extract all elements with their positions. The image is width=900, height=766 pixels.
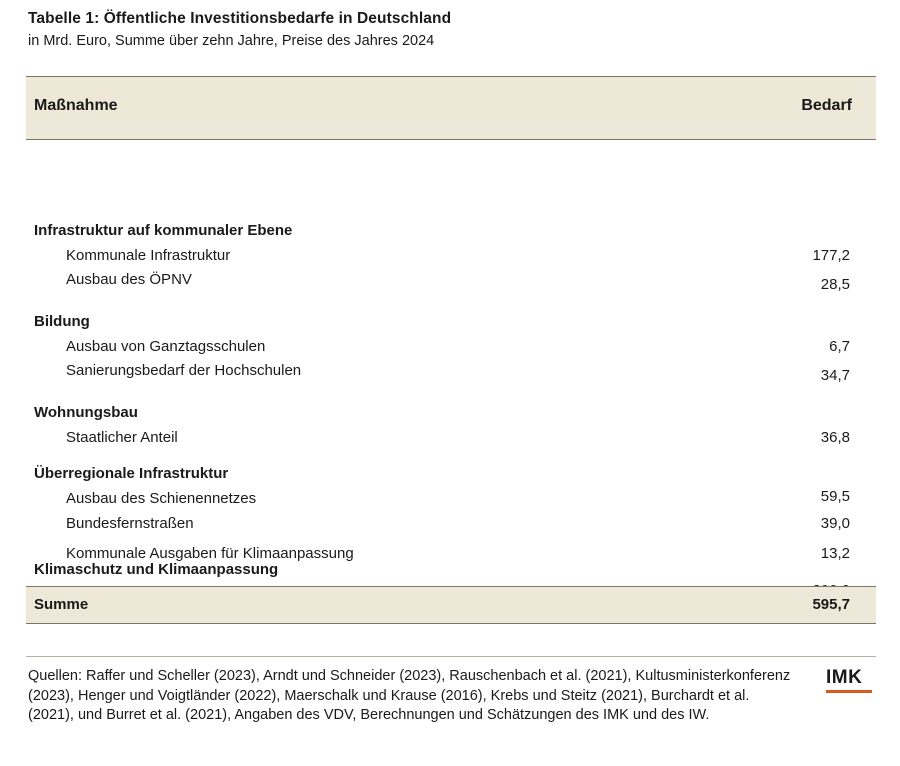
total-row xyxy=(26,586,876,624)
total-label: Summe xyxy=(34,596,89,613)
logo-text: IMK xyxy=(826,667,863,688)
item-label: Kommunale Infrastruktur xyxy=(66,247,231,264)
table-subtitle: in Mrd. Euro, Summe über zehn Jahre, Preise des Jahres 2024 xyxy=(28,33,435,49)
group-title: Wohnungsbau xyxy=(34,404,138,421)
item-label: Ausbau des Schienennetzes xyxy=(66,490,257,507)
item-value: 39,0 xyxy=(820,515,850,532)
group-title: Infrastruktur auf kommunaler Ebene xyxy=(34,222,293,239)
item-value: 34,7 xyxy=(820,367,850,384)
item-label: Kommunale Ausgaben für Klimaanpassung xyxy=(66,545,354,562)
table-body xyxy=(26,140,876,593)
item-value: 6,7 xyxy=(829,338,850,355)
logo-accent-bar xyxy=(826,690,872,693)
item-value: 36,8 xyxy=(820,429,850,446)
header-measure: Maßnahme xyxy=(34,97,118,114)
item-value: 13,2 xyxy=(820,545,850,562)
imk-logo xyxy=(826,667,874,697)
investment-table xyxy=(26,76,876,593)
footer-divider xyxy=(26,656,876,657)
item-value: 28,5 xyxy=(820,276,850,293)
group-title: Überregionale Infrastruktur xyxy=(34,465,229,482)
group-title: Bildung xyxy=(34,313,90,330)
total-value: 595,7 xyxy=(812,596,850,613)
item-label: Ausbau des ÖPNV xyxy=(66,271,192,288)
table-header xyxy=(26,76,876,140)
table-title: Tabelle 1: Öffentliche Investitionsbedarfe in Deutschland xyxy=(28,10,452,27)
item-label: Staatlicher Anteil xyxy=(66,429,178,446)
item-value: 59,5 xyxy=(820,488,850,505)
item-value: 177,2 xyxy=(812,247,850,264)
header-need: Bedarf xyxy=(801,97,852,114)
item-label: Ausbau von Ganztagsschulen xyxy=(66,338,266,355)
group-title: Klimaschutz und Klimaanpassung xyxy=(34,561,279,578)
item-label: Sanierungsbedarf der Hochschulen xyxy=(66,362,302,379)
sources-note: Quellen: Raffer und Scheller (2023), Arndt und Schneider (2023), Rauschenbach et al. (2021), Kultusministerkonferenz (2023), Henger und Voigtländer (2022), Maerschalk und Krause (2016), Krebs und Steitz (2021), Burchardt et al. (2021), und Burret et al. (2021), Angaben des VDV, Berechnungen und Schätzungen des IMK und des IW. xyxy=(28,668,791,723)
item-label: Bundesfernstraßen xyxy=(66,515,194,532)
